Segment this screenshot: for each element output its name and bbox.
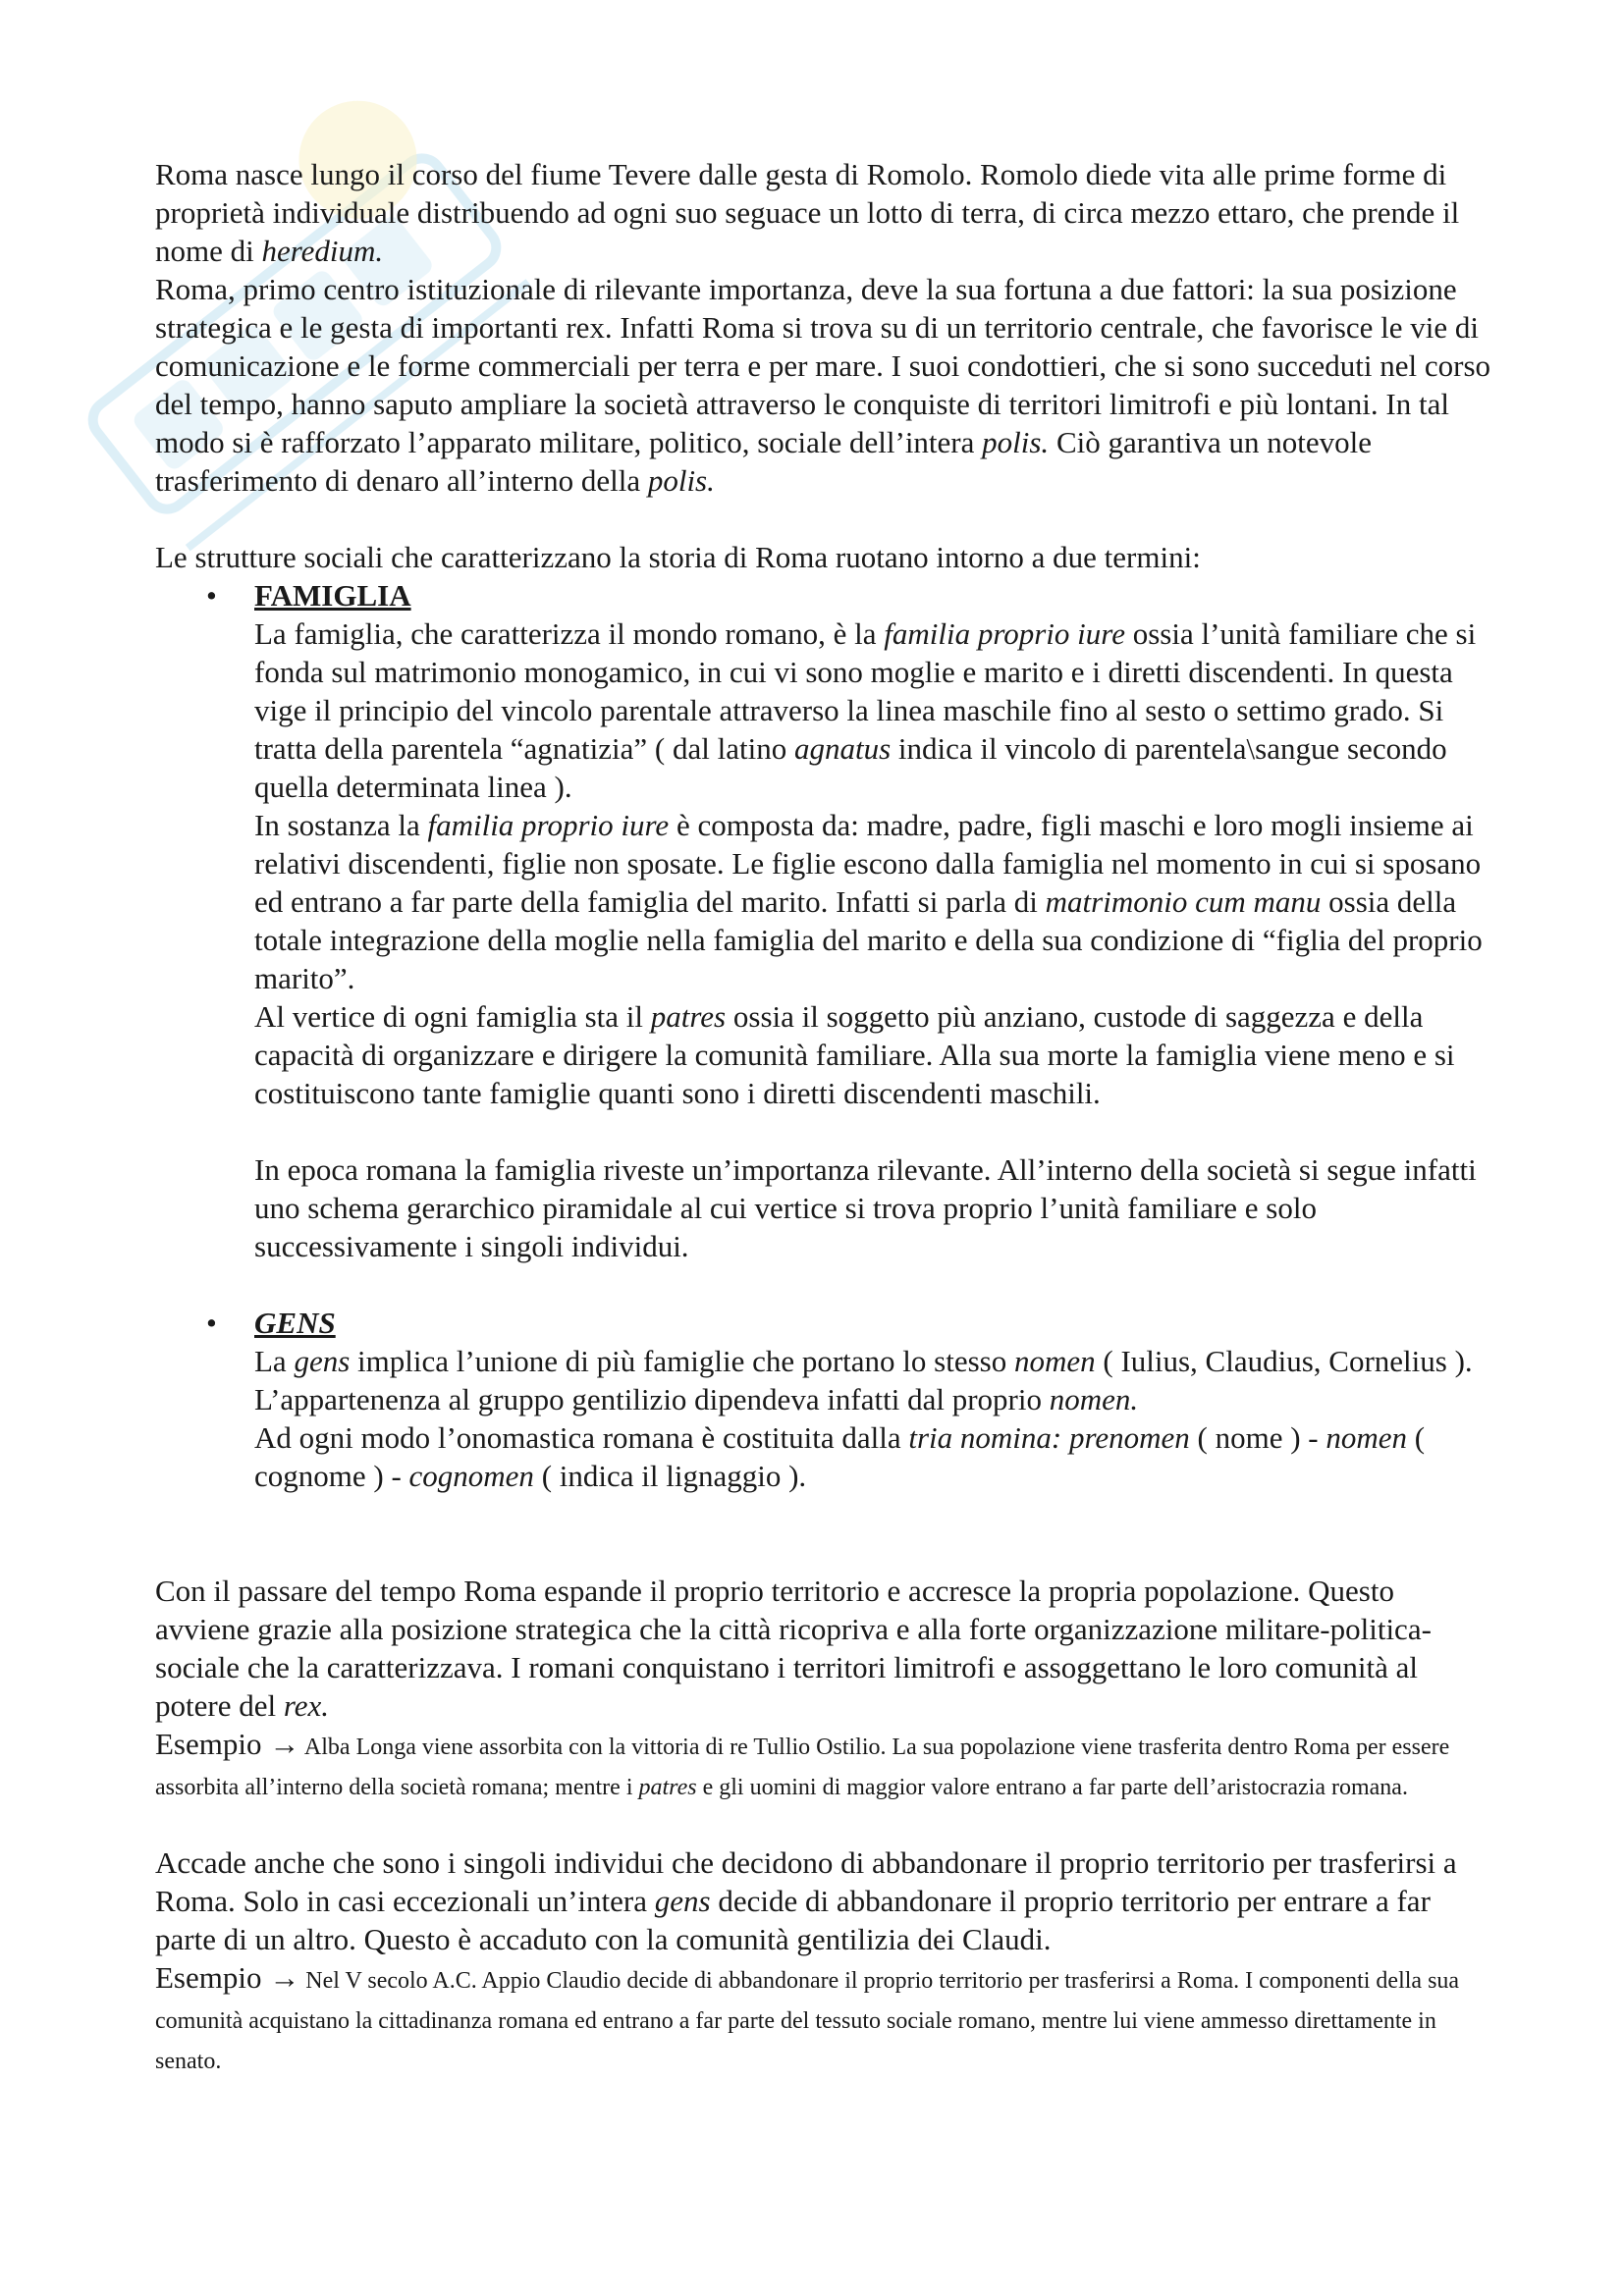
famiglia-paragraph-4: In epoca romana la famiglia riveste un’importanza rilevante. All’interno della società si segue infatti uno schema gerarchico piramidale al cui vertice si trova proprio l’unità familiare e solo successivamente i singoli individui. (254, 1152, 1477, 1263)
expansion-paragraph: Con il passare del tempo Roma espande il proprio territorio e accresce la propria popolazione. Questo avviene grazie alla posizione strategica che la città ricopriva e alla forte organizzazione militare-politica-sociale che la caratterizzava. I romani conquistano i territori limitrofi e assoggettano le loro comunità al potere del rex. (155, 1574, 1432, 1723)
example-label: Esempio → (155, 1727, 300, 1761)
intro-paragraph-2: Roma, primo centro istituzionale di rilevante importanza, deve la sua fortuna a due fattori: la sua posizione strategica e le gesta di importanti rex. Infatti Roma si trova su di un territorio centrale, che favorisce le vie di comunicazione e le forme commerciali per terra e per mare. I suoi condottieri, che si sono succeduti nel corso del tempo, hanno saputo ampliare la società attraverso le conquiste di territori limitrofi e più lontani. In tal modo si è rafforzato l’apparato militare, politico, sociale dell’intera polis. Ciò garantiva un notevole trasferimento di denaro all’interno della polis. (155, 272, 1491, 498)
migration-example: Esempio → Nel V secolo A.C. Appio Claudio decide di abbandonare il proprio territorio per trasferirsi a Roma. I componenti della sua comunità acquistano la cittadinanza romana ed entrano a far parte del tessuto sociale romano, mentre lui viene ammesso direttamente in senato. (155, 1960, 1460, 2074)
list-item-gens (155, 1304, 1490, 1495)
gens-heading: GENS (254, 1306, 336, 1340)
famiglia-paragraph-2: In sostanza la familia proprio iure è composta da: madre, padre, figli maschi e loro mogli insieme ai relativi discendenti, figlie non sposate. Le figlie escono dalla famiglia nel momento in cui si sposano ed entrano a far parte della famiglia del marito. Infatti si parla di matrimonio cum manu ossia della totale integrazione della moglie nella famiglia del marito e della sua condizione di “figlia del proprio marito”. (254, 808, 1483, 995)
gens-paragraph-1: La gens implica l’unione di più famiglie che portano lo stesso nomen ( Iulius, Claudius, Cornelius ). L’appartenenza al gruppo gentilizio dipendeva infatti dal proprio nomen. (254, 1344, 1473, 1416)
bullet-icon: • (206, 1306, 217, 1340)
gens-paragraph-2: Ad ogni modo l’onomastica romana è costituita dalla tria nomina: prenomen ( nome ) - nomen ( cognome ) - cognomen ( indica il lignaggio ). (254, 1420, 1426, 1493)
famiglia-paragraph-1: La famiglia, che caratterizza il mondo romano, è la familia proprio iure ossia l’unità familiare che si fonda sul matrimonio monogamico, in cui vi sono moglie e marito e i diretti discendenti. In questa vige il principio del vincolo parentale attraverso la linea maschile fino al sesto o settimo grado. Si tratta della parentela “agnatizia” ( dal latino agnatus indica il vincolo di parentela\sangue secondo quella determinata linea ). (254, 616, 1477, 804)
social-structures-list (155, 576, 1490, 1495)
list-item-famiglia (155, 576, 1490, 1304)
famiglia-heading: FAMIGLIA (254, 578, 411, 613)
example-label: Esempio → (155, 1960, 300, 1995)
document-page (155, 155, 1490, 2079)
migration-paragraph: Accade anche che sono i singoli individui che decidono di abbandonare il proprio territorio per trasferirsi a Roma. Solo in casi eccezionali un’intera gens decide di abbandonare il proprio territorio per entrare a far parte di un altro. Questo è accaduto con la comunità gentilizia dei Claudi. (155, 1845, 1457, 1956)
expansion-example: Esempio → Alba Longa viene assorbita con la vittoria di re Tullio Ostilio. La sua popolazione viene trasferita dentro Roma per essere assorbita all’interno della società romana; mentre i patres e gli uomini di maggior valore entrano a far parte dell’aristocrazia romana. (155, 1727, 1450, 1800)
structures-intro: Le strutture sociali che caratterizzano la storia di Roma ruotano intorno a due termini: (155, 540, 1201, 574)
famiglia-paragraph-3: Al vertice di ogni famiglia sta il patres ossia il soggetto più anziano, custode di saggezza e della capacità di organizzare e dirigere la comunità familiare. Alla sua morte la famiglia viene meno e si costituiscono tante famiglie quanti sono i diretti discendenti maschili. (254, 999, 1455, 1110)
bullet-icon: • (206, 578, 217, 613)
intro-paragraph-1: Roma nasce lungo il corso del fiume Tevere dalle gesta di Romolo. Romolo diede vita alle prime forme di proprietà individuale distribuendo ad ogni suo seguace un lotto di terra, di circa mezzo ettaro, che prende il nome di heredium. (155, 157, 1460, 268)
